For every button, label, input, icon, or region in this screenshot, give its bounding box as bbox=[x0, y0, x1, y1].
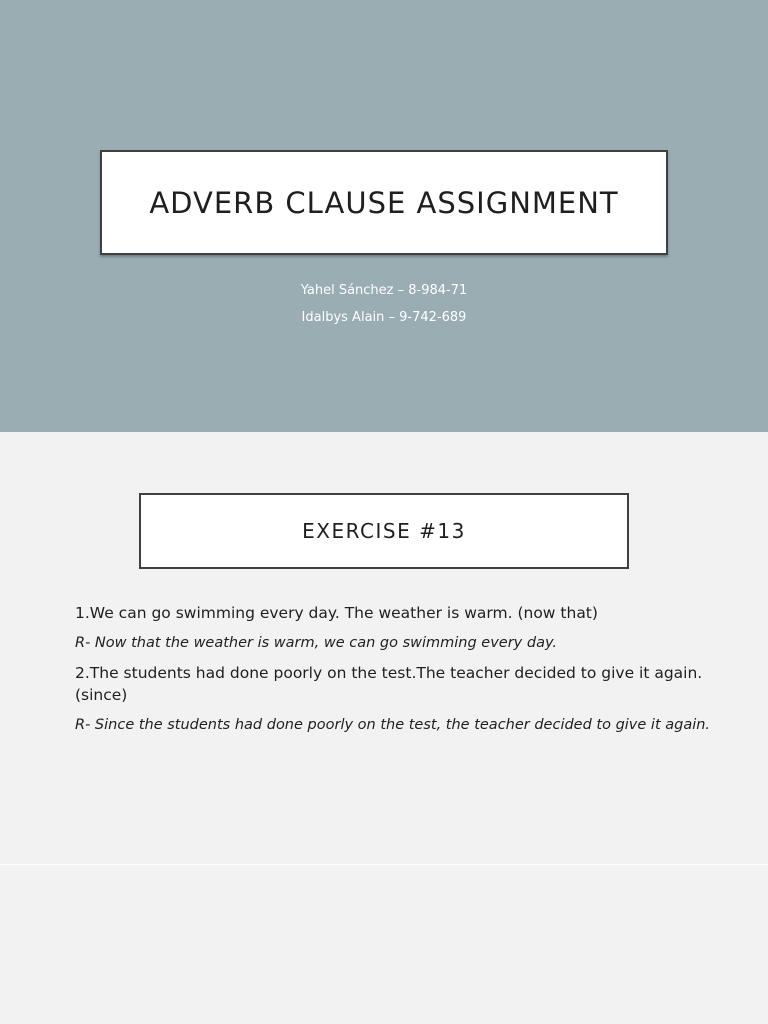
author-line: Yahel Sánchez – 8-984-71 bbox=[300, 283, 468, 298]
answer-prefix: R- bbox=[75, 635, 91, 651]
exercise-content bbox=[75, 602, 715, 744]
title-slide bbox=[0, 0, 768, 432]
exercise-answer bbox=[75, 632, 715, 654]
exercise-slide bbox=[0, 432, 768, 864]
answer-text: Now that the weather is warm, we can go swimming every day. bbox=[94, 635, 558, 651]
exercise-title-box bbox=[139, 493, 629, 569]
slide-title: ADVERB CLAUSE ASSIGNMENT bbox=[149, 185, 619, 220]
answer-text: Since the students had done poorly on the test, the teacher decided to give it again. bbox=[94, 717, 711, 733]
exercise-question: 2.The students had done poorly on the test.The teacher decided to give it again. (since) bbox=[75, 664, 703, 704]
title-box bbox=[100, 150, 668, 255]
exercise-answer bbox=[75, 714, 715, 736]
exercise-question: 1.We can go swimming every day. The weather is warm. (now that) bbox=[75, 604, 598, 622]
slide-divider bbox=[0, 864, 768, 865]
exercise-title: EXERCISE #13 bbox=[302, 519, 466, 543]
answer-prefix: R- bbox=[75, 717, 91, 733]
authors-list bbox=[0, 277, 768, 331]
author-line: Idalbys Alain – 9-742-689 bbox=[301, 310, 467, 325]
